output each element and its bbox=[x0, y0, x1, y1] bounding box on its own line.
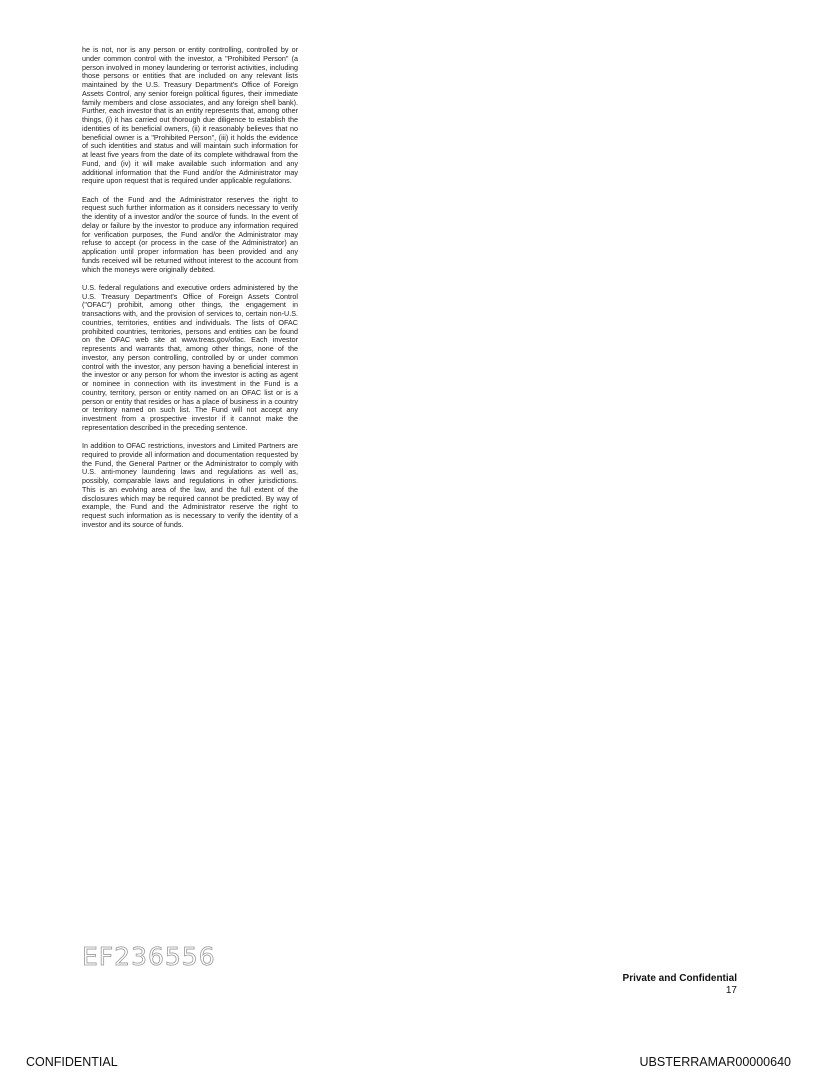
paragraph-prohibited-person: he is not, nor is any person or entity controlling, controlled by or under common control with the investor, a "Prohibited Person" (a person involved in money laundering or terrorist activities, including those persons or entities that are included on any relevant lists maintained by the U.S. Treasury Department's Office of Foreign Assets Control, any senior foreign political figures, their immediate family members and close associates, and any foreign shell bank). Further, each investor that is an entity represents that, among other things, (i) it has carried out thorough due diligence to establish the identities of its beneficial owners, (ii) it reasonably believes that no beneficial owner is a "Prohibited Person", (iii) it holds the evidence of such identities and status and will maintain such information for at least five years from the date of its complete withdrawal from the Fund, and (iv) it will make available such information and any additional information that the Fund and/or the Administrator may require upon request that is required under applicable regulations. bbox=[82, 45, 298, 186]
page-number: 17 bbox=[725, 985, 737, 996]
page-footer bbox=[623, 973, 737, 997]
paragraph-aml: In addition to OFAC restrictions, investors and Limited Partners are required to provide all information and documentation requested by the Fund, the General Partner or the Administrator to comply with U.S. anti-money laundering laws and regulations as well as, possibly, comparable laws and regulations in other jurisdictions. This is an evolving area of the law, and the full extent of the disclosures which may be required cannot be predicted. By way of example, the Fund and the Administrator reserve the right to request such information as is necessary to verify the identity of a investor and its source of funds. bbox=[82, 441, 298, 529]
private-confidential-label: Private and Confidential bbox=[622, 973, 737, 984]
paragraph-ofac: U.S. federal regulations and executive orders administered by the U.S. Treasury Department's Office of Foreign Assets Control ("OFAC") prohibit, among other things, the engagement in transactions with, and the provision of services to, certain non-U.S. countries, territories, entities and individuals. The lists of OFAC prohibited countries, territories, persons and entities can be found on the OFAC web site at www.treas.gov/ofac. Each investor represents and warrants that, among other things, none of the investor, any person controlling, controlled by or under common control with the investor, any person having a beneficial interest in the investor or any person for whom the investor is acting as agent or nominee in connection with its investment in the Fund is a country, territory, person or entity named on an OFAC list or is a person or entity that resides or has a place of business in a country or territory named on such list. The Fund will not accept any investment from a prospective investor if it cannot make the representation described in the preceding sentence. bbox=[82, 282, 298, 432]
bates-number-stamp: UBSTERRAMAR00000640 bbox=[639, 1055, 791, 1069]
document-id-watermark: EF236556 bbox=[82, 942, 216, 971]
paragraph-verification: Each of the Fund and the Administrator reserves the right to request such further information as it considers necessary to verify the identity of a investor and/or the source of funds. In the event of delay or failure by the investor to produce any information required for verification purposes, the Fund and/or the Administrator may refuse to accept (or process in the case of the Administrator) an application until proper information has been provided and any funds received will be returned without interest to the account from which the moneys were originally debited. bbox=[82, 194, 298, 274]
body-text-column bbox=[82, 46, 298, 539]
confidential-stamp: CONFIDENTIAL bbox=[26, 1055, 118, 1069]
